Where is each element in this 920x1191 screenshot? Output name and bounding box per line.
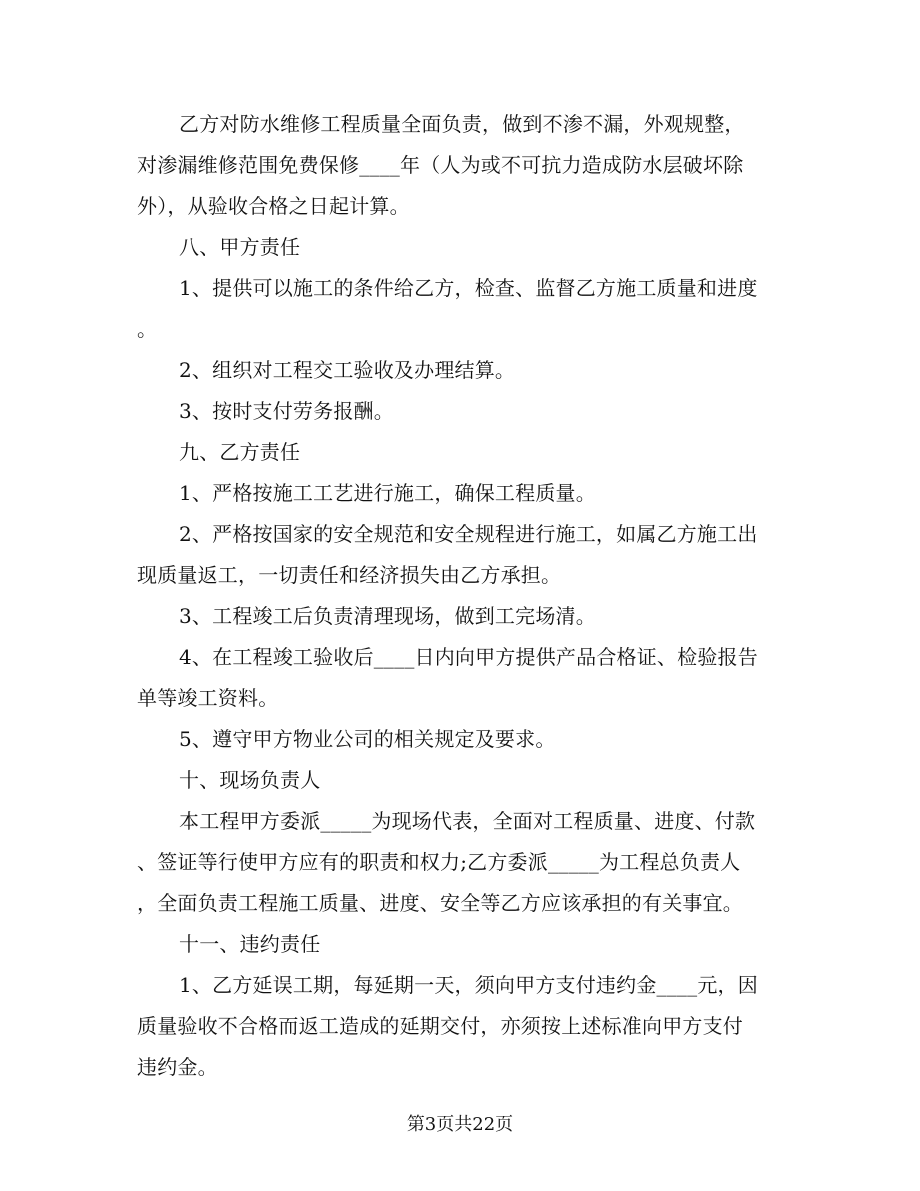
- paragraph-line: 外），从验收合格之日起计算。: [137, 194, 410, 218]
- paragraph-line: 、签证等行使甲方应有的职责和权力;乙方委派_____为工程总负责人: [137, 850, 741, 874]
- paragraph-line: 现质量返工，一切责任和经济损失由乙方承担。: [137, 563, 562, 587]
- list-item: 2、组织对工程交工验收及办理结算。: [179, 358, 516, 382]
- section-heading: 九、乙方责任: [179, 440, 301, 464]
- section-heading: 十、现场负责人: [179, 768, 321, 792]
- paragraph-line: 违约金。: [137, 1055, 218, 1079]
- paragraph-line: 本工程甲方委派_____为现场代表，全面对工程质量、进度、付款: [179, 809, 756, 833]
- paragraph-line: ，全面负责工程施工质量、进度、安全等乙方应该承担的有关事宜。: [137, 891, 743, 915]
- paragraph-line: 乙方对防水维修工程质量全面负责，做到不渗不漏，外观规整，: [179, 112, 745, 136]
- list-item: 5、遵守甲方物业公司的相关规定及要求。: [179, 727, 556, 751]
- paragraph-line: 。: [137, 317, 158, 341]
- list-item: 3、工程竣工后负责清理现场，做到工完场清。: [179, 604, 596, 628]
- list-item: 1、严格按施工工艺进行施工，确保工程质量。: [179, 481, 596, 505]
- list-item: 3、按时支付劳务报酬。: [179, 399, 394, 423]
- list-item: 4、在工程竣工验收后____日内向甲方提供产品合格证、检验报告: [179, 645, 758, 669]
- list-item: 1、提供可以施工的条件给乙方，检查、监督乙方施工质量和进度: [179, 276, 758, 300]
- paragraph-line: 质量验收不合格而返工造成的延期交付，亦须按上述标准向甲方支付: [137, 1014, 743, 1038]
- paragraph-line: 对渗漏维修范围免费保修____年（人为或不可抗力造成防水层破坏除: [137, 153, 744, 177]
- list-item: 1、乙方延误工期，每延期一天，须向甲方支付违约金____元，因: [179, 973, 758, 997]
- section-heading: 十一、违约责任: [179, 932, 321, 956]
- paragraph-line: 单等竣工资料。: [137, 686, 279, 710]
- page-number: 第3页共22页: [406, 1114, 514, 1135]
- section-heading: 八、甲方责任: [179, 235, 301, 259]
- list-item: 2、严格按国家的安全规范和安全规程进行施工，如属乙方施工出: [179, 522, 758, 546]
